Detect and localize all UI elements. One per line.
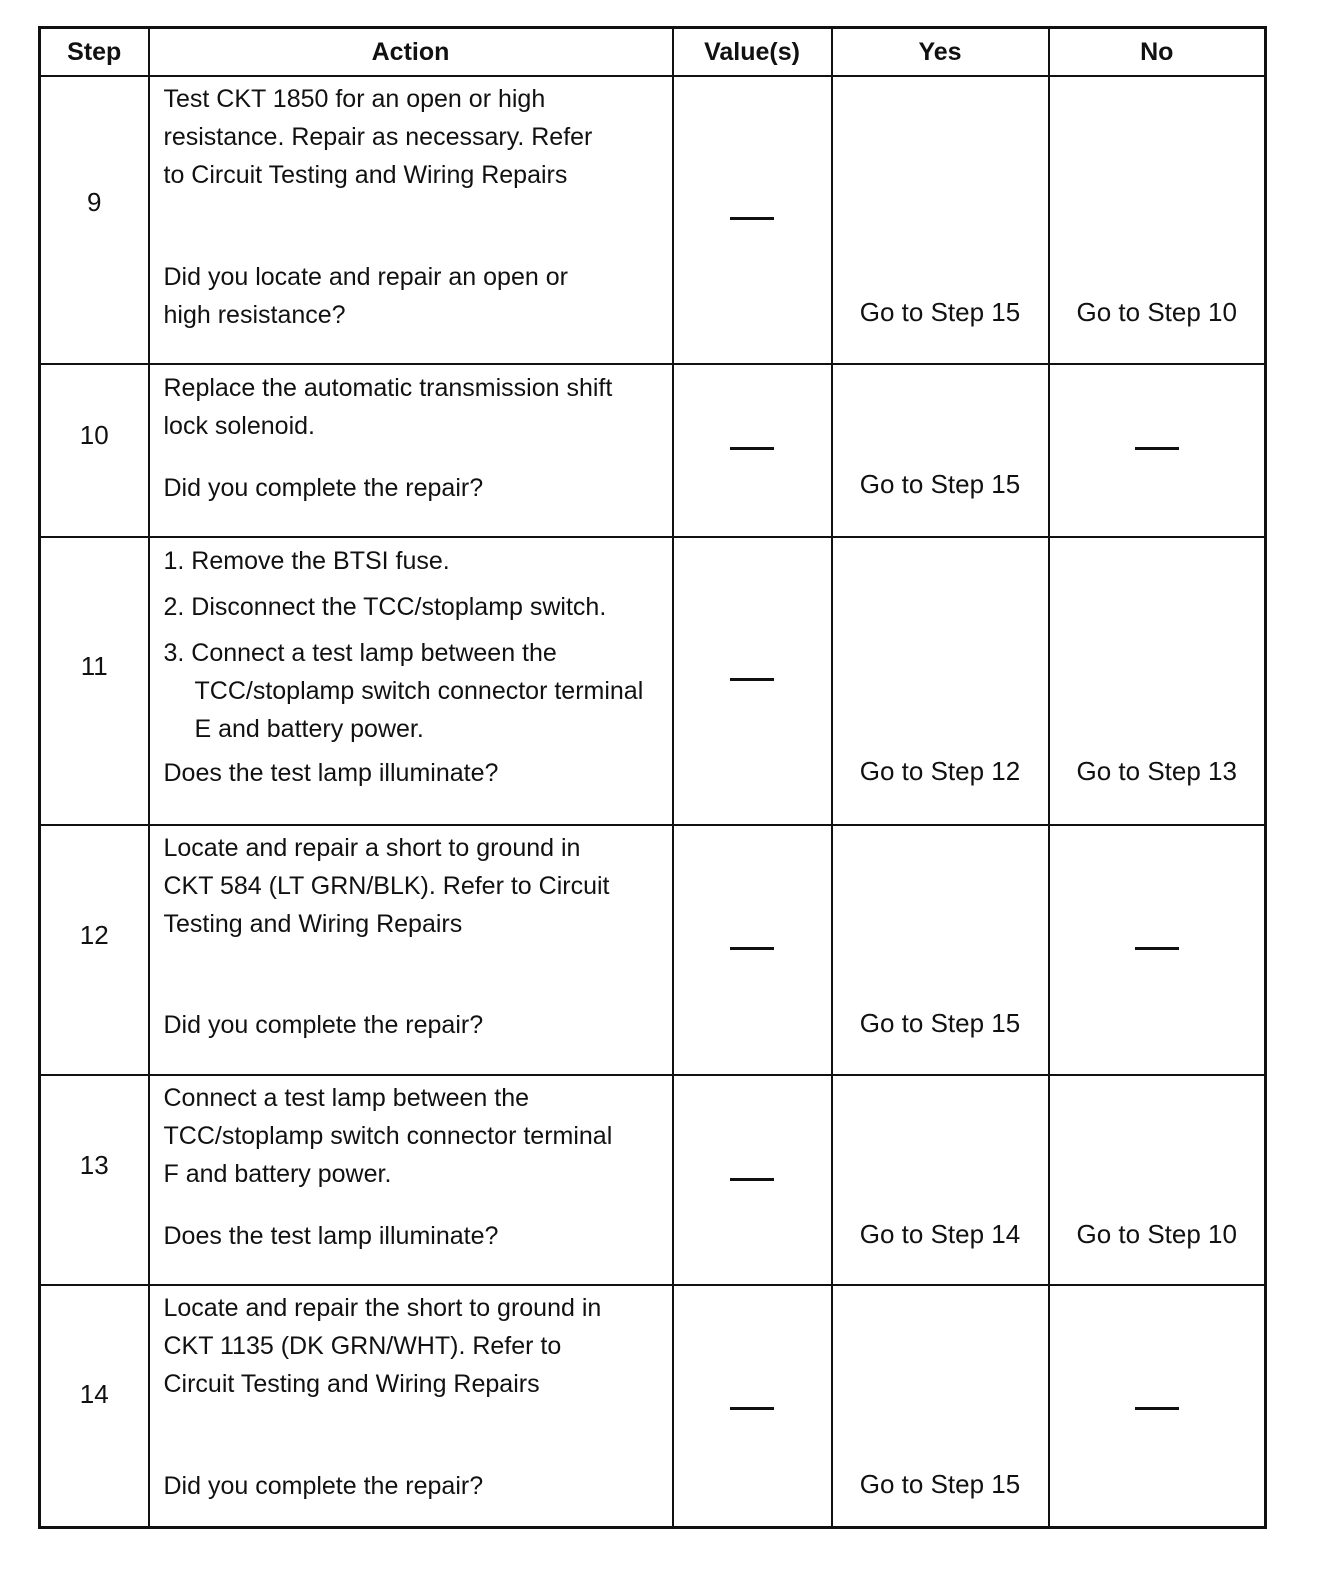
action-text: Connect a test lamp between the TCC/stoplamp switch connector terminal F and battery power. [163,1084,613,1188]
value-dash [730,217,774,220]
table-row-step-11 [40,537,1266,825]
no-goto: Go to Step 10 [1076,1219,1237,1249]
step-number: 9 [87,187,102,217]
action-question: Did you complete the repair? [163,1472,484,1500]
yes-goto: Go to Step 15 [859,1008,1021,1038]
action-text: Locate and repair a short to ground in CKT 584 (LT GRN/BLK). Refer to Circuit Testing and Wiring Repairs [163,834,610,938]
action-question: Does the test lamp illuminate? [163,1222,499,1250]
no-goto: Go to Step 13 [1076,756,1237,786]
table-row-step-13 [40,1075,1266,1285]
value-dash [730,447,774,450]
table-row-step-10 [40,364,1266,537]
yes-goto: Go to Step 15 [859,469,1021,499]
step-number: 14 [79,1379,109,1409]
action-question: Did you complete the repair? [163,1011,484,1039]
yes-goto: Go to Step 15 [859,297,1021,327]
action-step-item: 2. Disconnect the TCC/stoplamp switch. [163,593,607,621]
header-values: Value(s) [673,28,832,77]
step-number: 12 [79,920,109,950]
no-dash [1135,447,1179,450]
value-dash [730,1407,774,1410]
table-row-step-14 [40,1285,1266,1527]
header-action: Action [149,28,673,77]
value-dash [730,947,774,950]
action-question: Did you locate and repair an open or high resistance? [163,263,568,329]
yes-goto: Go to Step 14 [859,1219,1021,1249]
table-row-step-9 [40,76,1266,364]
header-step: Step [40,28,149,77]
step-number: 10 [79,420,109,450]
action-step-item: 3. Connect a test lamp between the TCC/stoplamp switch connector terminal E and battery power. [163,639,644,743]
diagnostic-table [38,26,1267,1529]
header-no: No [1049,28,1266,77]
value-dash [730,1178,774,1181]
action-text: Locate and repair the short to ground in CKT 1135 (DK GRN/WHT). Refer to Circuit Testing and Wiring Repairs [163,1294,602,1398]
yes-goto: Go to Step 15 [859,1469,1021,1499]
step-number: 13 [79,1150,109,1180]
action-step-item: 1. Remove the BTSI fuse. [163,547,450,575]
action-steps [164,542,664,756]
no-dash [1135,1407,1179,1410]
action-question: Did you complete the repair? [163,474,484,502]
value-dash [730,678,774,681]
action-question: Does the test lamp illuminate? [163,759,499,787]
yes-goto: Go to Step 12 [859,756,1021,786]
table-row-step-12 [40,825,1266,1075]
header-yes: Yes [832,28,1049,77]
action-text: Test CKT 1850 for an open or high resistance. Repair as necessary. Refer to Circuit Testing and Wiring Repairs [163,85,593,189]
no-goto: Go to Step 10 [1076,297,1237,327]
table-header-row [40,28,1266,77]
step-number: 11 [80,651,108,681]
no-dash [1135,947,1179,950]
action-text: Replace the automatic transmission shift lock solenoid. [163,374,613,440]
